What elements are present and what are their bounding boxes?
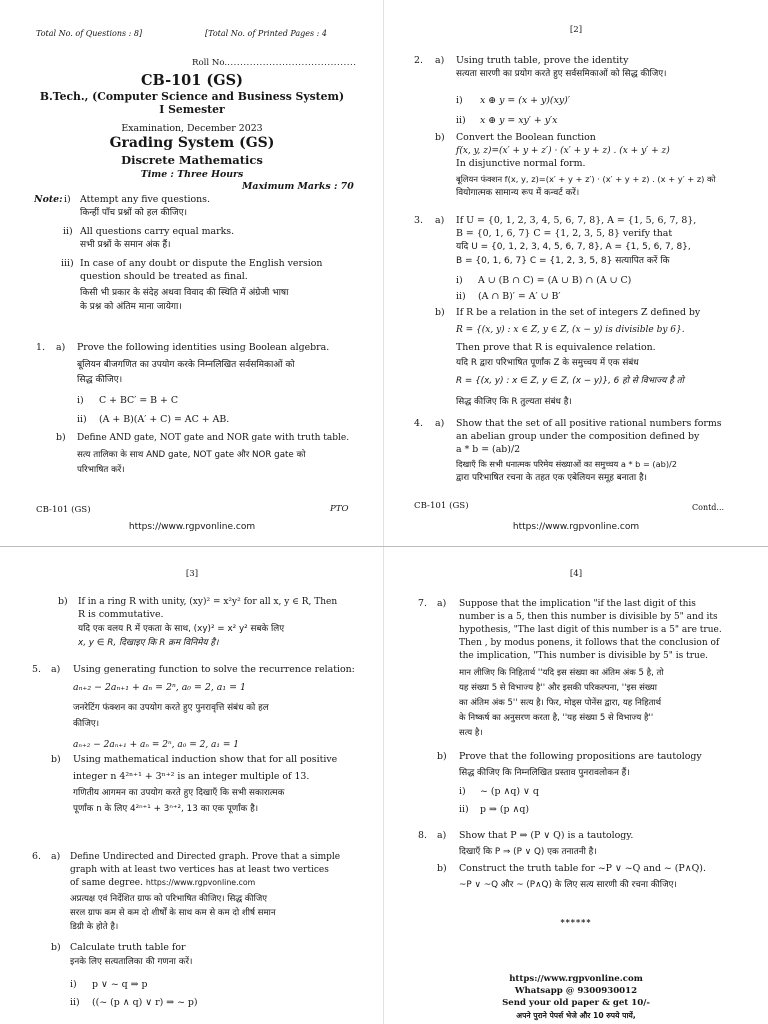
- q7b-ii: p ⇒ (p ∧q): [480, 804, 529, 815]
- inline-url-link[interactable]: https://www.rgpvonline.com: [145, 878, 256, 887]
- q7a-text-line: Suppose that the implication "if the last digit of this: [459, 599, 696, 609]
- q1a-i-label: i): [77, 395, 84, 406]
- paper-title: Discrete Mathematics: [121, 153, 263, 167]
- q6b-ii: ((~ (p ∧ q) ∨ r) ⇒ ~ p): [92, 997, 198, 1008]
- total-questions: Total No. of Questions : 8]: [36, 29, 143, 38]
- q2b-text-2: In disjunctive normal form.: [456, 158, 586, 169]
- page-3: [0, 556, 384, 1024]
- q1b-hindi: सत्य तालिका के साथ AND gate, NOT gate और NOR gate को: [77, 450, 306, 460]
- subject: Grading System (GS): [109, 135, 275, 151]
- q6a-text: Define Undirected and Directed graph. Prove that a simple: [70, 852, 341, 862]
- q4a-hindi: दिखाएँ कि सभी धनात्मक परिमेय संख्याओं का समुच्चय a * b = (ab)/2: [456, 459, 677, 469]
- q2a-ii-label: ii): [456, 115, 466, 126]
- q3b-text: If R be a relation in the set of integers Z defined by: [456, 307, 701, 318]
- q4b-hindi: यदि एक वलय R में एकता के साथ, (xy)² = x² y² सबके लिए: [78, 624, 285, 634]
- q1a-hindi-2: सिद्ध कीजिए।: [77, 375, 123, 385]
- q7a-text-line: Then , by modus ponens, it follows that the conclusion of: [459, 638, 720, 648]
- q3a-hindi-2: B = {0, 1, 6, 7} C = {1, 2, 3, 5, 8} सत्यापित करें कि: [456, 256, 670, 266]
- footer-contd: Contd...: [692, 503, 725, 512]
- q4a-label: a): [435, 418, 445, 429]
- q7a-text-line: the implication, "This number is divisible by 5" is true.: [459, 651, 709, 661]
- q1-number: 1.: [36, 342, 45, 353]
- q1a-i: C + BC′ = B + C: [99, 395, 179, 406]
- promo-offer-hindi: अपने पुराने पेपर्स भेजे और 10 रुपये पायें,: [516, 1011, 636, 1020]
- q7b-text: Prove that the following propositions are tautology: [459, 751, 702, 762]
- q7a-hindi-line: के निष्कर्ष का अनुसरण करता है, ''यह संख्या 5 से विभाज्य है'': [459, 713, 654, 723]
- note-1-num: i): [64, 194, 71, 205]
- page-number: [4]: [569, 569, 583, 579]
- note-3-num: iii): [61, 258, 74, 269]
- q5b-text-2: integer n 4²ⁿ⁺¹ + 3ⁿ⁺² is an integer multiple of 13.: [73, 771, 310, 782]
- promo-offer: Send your old paper & get 10/-: [502, 998, 650, 1008]
- q3a-i-label: i): [456, 275, 463, 286]
- page-number: [2]: [569, 25, 583, 35]
- q8b-label: b): [437, 863, 447, 874]
- q3a-ii: (A ∩ B)′ = A′ ∪ B′: [478, 291, 561, 302]
- exam-session: Examination, December 2023: [121, 123, 263, 134]
- total-pages: [Total No. of Printed Pages : 4: [205, 29, 327, 38]
- page-2: [384, 0, 768, 536]
- q7a-hindi-line: सत्य है।: [459, 728, 483, 738]
- q2a-ii: x ⊕ y = xy′ + y′x: [480, 115, 558, 126]
- q7a-text-line: hypothesis, "The last digit of this number is a 5" are true.: [459, 625, 722, 635]
- q7a-hindi-line: मान लीजिए कि निहितार्थ ''यदि इस संख्या का अंतिम अंक 5 है, तो: [459, 668, 664, 678]
- promo-whatsapp: Whatsapp @ 9300930012: [514, 986, 638, 996]
- q1a-ii: (A + B)(A′ + C) = AC + AB.: [99, 414, 230, 425]
- q4a-text: Show that the set of all positive rational numbers forms: [456, 418, 722, 429]
- q2b-hindi: बूलियन फंक्शन f(x, y, z)=(x′ + y + z′) · (x′ + y + z) . (x + y′ + z) को: [456, 174, 716, 184]
- note-2-num: ii): [63, 226, 73, 237]
- footer-url-link[interactable]: https://www.rgpvonline.com: [512, 522, 640, 532]
- q2b-hindi-2: वियोगात्मक सामान्य रूप में कन्वर्ट करें।: [456, 188, 580, 198]
- note-3-hi: किसी भी प्रकार के संदेह अथवा विवाद की स्थिति में अंग्रेजी भाषा: [80, 288, 289, 298]
- footer-code: CB-101 (GS): [36, 505, 91, 515]
- q7b-hindi: सिद्ध कीजिए कि निम्नलिखित प्रस्ताव पुनरावलोकन हैं।: [459, 768, 630, 778]
- q5a-hindi-2: कीजिए।: [73, 719, 100, 729]
- q7a-text-line: number is a 5, then this number is divisible by 5" and its: [459, 612, 718, 622]
- q6a-hindi-3: डिग्री के होते है।: [70, 922, 119, 932]
- q8a-hindi: दिखाएँ कि P ⇒ (P ∨ Q) एक तनातनी है।: [459, 847, 597, 857]
- q2-number: 2.: [414, 55, 423, 66]
- q7a-hindi-line: का अंतिम अंक 5'' सत्य है। फिर, मोड्स पोनेंस द्वारा, यह निहितार्थ: [459, 698, 662, 708]
- q3b-relation: R = {(x, y) : x ∈ Z, y ∈ Z, (x − y) is divisible by 6}.: [456, 325, 685, 335]
- degree: B.Tech., (Computer Science and Business System): [39, 90, 345, 103]
- q1a-hindi: बूलियन बीजगणित का उपयोग करके निम्नलिखित सर्वसमिकाओं को: [77, 360, 295, 370]
- page-gap: [0, 546, 768, 547]
- note-label: Note:: [34, 194, 63, 205]
- q2a-text: Using truth table, prove the identity: [456, 55, 629, 66]
- q6a-text-3: of same degree. https://www.rgpvonline.com: [70, 878, 256, 888]
- q5b-label: b): [51, 754, 61, 765]
- q5b-hindi-2: पूर्णांक n के लिए 4²ⁿ⁺¹ + 3ⁿ⁺², 13 का एक पूर्णांक है।: [73, 804, 259, 814]
- q6a-hindi: अप्रत्यक्ष एवं निर्देशित ग्राफ को परिभाषित कीजिए। सिद्ध कीजिए: [70, 894, 268, 904]
- footer-url-link[interactable]: https://www.rgpvonline.com: [128, 522, 256, 532]
- q6b-i-label: i): [70, 979, 77, 990]
- q3a-text: If U = {0, 1, 2, 3, 4, 5, 6, 7, 8}, A = {1, 5, 6, 7, 8},: [456, 215, 697, 226]
- q2b-function: f(x, y, z)=(x′ + y + z′) · (x′ + y + z) . (x + y′ + z): [456, 146, 670, 156]
- q5b-hindi: गणितीय आगमन का उपयोग करते हुए दिखाएँ कि सभी सकारात्मक: [73, 788, 285, 798]
- q2b-label: b): [435, 132, 445, 143]
- q1b-text: Define AND gate, NOT gate and NOR gate with truth table.: [77, 433, 350, 443]
- q3a-ii-label: ii): [456, 291, 466, 302]
- q3b-hindi-2: सिद्ध कीजिए कि R तुल्यता संबंध है।: [456, 397, 572, 407]
- q7a-label: a): [437, 598, 447, 609]
- q6b-i: p ∨ ~ q ⇒ p: [92, 979, 148, 990]
- q8a-text: Show that P ⇒ (P ∨ Q) is a tautology.: [459, 830, 634, 841]
- q3a-text-2: B = {0, 1, 6, 7} C = {1, 2, 3, 5, 8} verify that: [456, 228, 673, 239]
- q1b-hindi-2: परिभाषित करें।: [77, 465, 125, 475]
- q6a-hindi-2: सरल ग्राफ कम से कम दो शीर्षों के साथ कम से कम दो शीर्ष समान: [70, 908, 276, 918]
- note-3-hi2: के प्रश्न को अंतिम माना जायेगा।: [80, 302, 182, 312]
- time-allowed: Time : Three Hours: [140, 169, 244, 180]
- q3b-text-2: Then prove that R is equivalence relation.: [456, 342, 656, 353]
- q6a-label: a): [51, 851, 61, 862]
- q2a-hindi: सत्यता सारणी का प्रयोग करते हुए सर्वसमिकाओं को सिद्ध कीजिए।: [456, 69, 667, 79]
- q7b-i-label: i): [459, 786, 466, 797]
- page-1: [0, 0, 384, 536]
- semester: I Semester: [159, 103, 225, 116]
- q4b-label: b): [58, 596, 68, 607]
- q4b-text-2: R is commutative.: [78, 609, 164, 620]
- q2a-i-label: i): [456, 95, 463, 106]
- max-marks: Maximum Marks : 70: [242, 181, 354, 192]
- q4-number: 4.: [414, 418, 423, 429]
- page-4: [384, 556, 768, 1024]
- note-2-en: All questions carry equal marks.: [80, 226, 235, 237]
- q8a-label: a): [437, 830, 447, 841]
- q8b-hindi: ~P ∨ ~Q और ~ (P∧Q) के लिए सत्य सारणी की रचना कीजिए।: [459, 880, 677, 890]
- q4a-definition: a * b = (ab)/2: [456, 444, 521, 455]
- footer-pto: PTO: [330, 504, 349, 514]
- roll-no-label: Roll No.........................................: [192, 58, 357, 68]
- q6b-text: Calculate truth table for: [70, 942, 186, 953]
- q3b-hindi-relation: R = {(x, y) : x ∈ Z, y ∈ Z, (x − y)}, 6 हो से विभाज्य है तो: [456, 376, 684, 386]
- q6a-text-2: graph with at least two vertices has at least two vertices: [70, 865, 329, 875]
- q6b-hindi: इनके लिए सत्यतालिका की गणना करें।: [70, 957, 193, 967]
- q6b-label: b): [51, 942, 61, 953]
- q4b-hindi-2: x, y ∈ R, दिखाइए कि R क्रम विनिमेय है।: [78, 638, 219, 648]
- q1a-text: Prove the following identities using Boolean algebra.: [77, 342, 330, 353]
- q7b-i: ~ (p ∧q) ∨ q: [480, 786, 539, 797]
- note-3-en2: question should be treated as final.: [80, 271, 248, 282]
- q1a-ii-label: ii): [77, 414, 87, 425]
- q5-number: 5.: [32, 664, 41, 675]
- q4a-text-2: an abelian group under the composition defined by: [456, 431, 700, 442]
- footer-code: CB-101 (GS): [414, 501, 469, 511]
- q8-number: 8.: [418, 830, 427, 841]
- promo-url-link[interactable]: https://www.rgpvonline.com: [509, 974, 643, 984]
- q5a-text: Using generating function to solve the recurrence relation:: [73, 664, 355, 675]
- q2a-label: a): [435, 55, 445, 66]
- q2a-i: x ⊕ y = (x + y)(xy)′: [480, 95, 570, 106]
- q7b-label: b): [437, 751, 447, 762]
- note-3-en: In case of any doubt or dispute the English version: [80, 258, 323, 269]
- note-2-hi: सभी प्रश्नों के समान अंक हैं।: [80, 240, 171, 250]
- q7b-ii-label: ii): [459, 804, 469, 815]
- q6b-ii-label: ii): [70, 997, 80, 1008]
- note-1-hi: किन्हीं पाँच प्रश्नों को हल कीजिए।: [80, 208, 188, 218]
- q1a-label: a): [56, 342, 66, 353]
- end-marker: ******: [560, 917, 592, 927]
- q7-number: 7.: [418, 598, 427, 609]
- q5a-equation: aₙ₊₂ − 2aₙ₊₁ + aₙ = 2ⁿ, a₀ = 2, a₁ = 1: [73, 682, 246, 693]
- page-number: [3]: [185, 569, 199, 579]
- q3b-label: b): [435, 307, 445, 318]
- q3a-hindi: यदि U = {0, 1, 2, 3, 4, 5, 6, 7, 8}, A = {1, 5, 6, 7, 8},: [456, 242, 691, 252]
- q6-number: 6.: [32, 851, 41, 862]
- q8b-text: Construct the truth table for ~P ∨ ~Q and ~ (P∧Q).: [459, 863, 706, 874]
- paper-code: CB-101 (GS): [141, 72, 243, 89]
- q3a-label: a): [435, 215, 445, 226]
- q3-number: 3.: [414, 215, 423, 226]
- q5a-hindi: जनरेटिंग फंक्शन का उपयोग करते हुए पुनरावृत्ति संबंध को हल: [73, 703, 269, 713]
- q7a-hindi-line: यह संख्या 5 से विभाज्य है'' और इसकी परिकल्पना, ''इस संख्या: [459, 683, 657, 693]
- q5a-label: a): [51, 664, 61, 675]
- q2b-text: Convert the Boolean function: [456, 132, 596, 143]
- q4a-hindi-2: द्वारा परिभाषित रचना के तहत एक एबेलियन समूह बनाता है।: [456, 473, 647, 483]
- note-1-en: Attempt any five questions.: [80, 194, 210, 205]
- q1b-label: b): [56, 432, 66, 443]
- q5b-text: Using mathematical induction show that for all positive: [73, 754, 338, 765]
- q4b-text: If in a ring R with unity, (xy)² = x²y² for all x, y ∈ R, Then: [78, 597, 338, 607]
- q3b-hindi: यदि R द्वारा परिभाषित पूर्णांक Z के समुच्चय में एक संबंध: [456, 358, 639, 368]
- q5a-equation-2: aₙ₊₂ − 2aₙ₊₁ + aₙ = 2ⁿ, a₀ = 2, a₁ = 1: [73, 740, 240, 750]
- q3a-i: A ∪ (B ∩ C) = (A ∪ B) ∩ (A ∪ C): [478, 275, 632, 286]
